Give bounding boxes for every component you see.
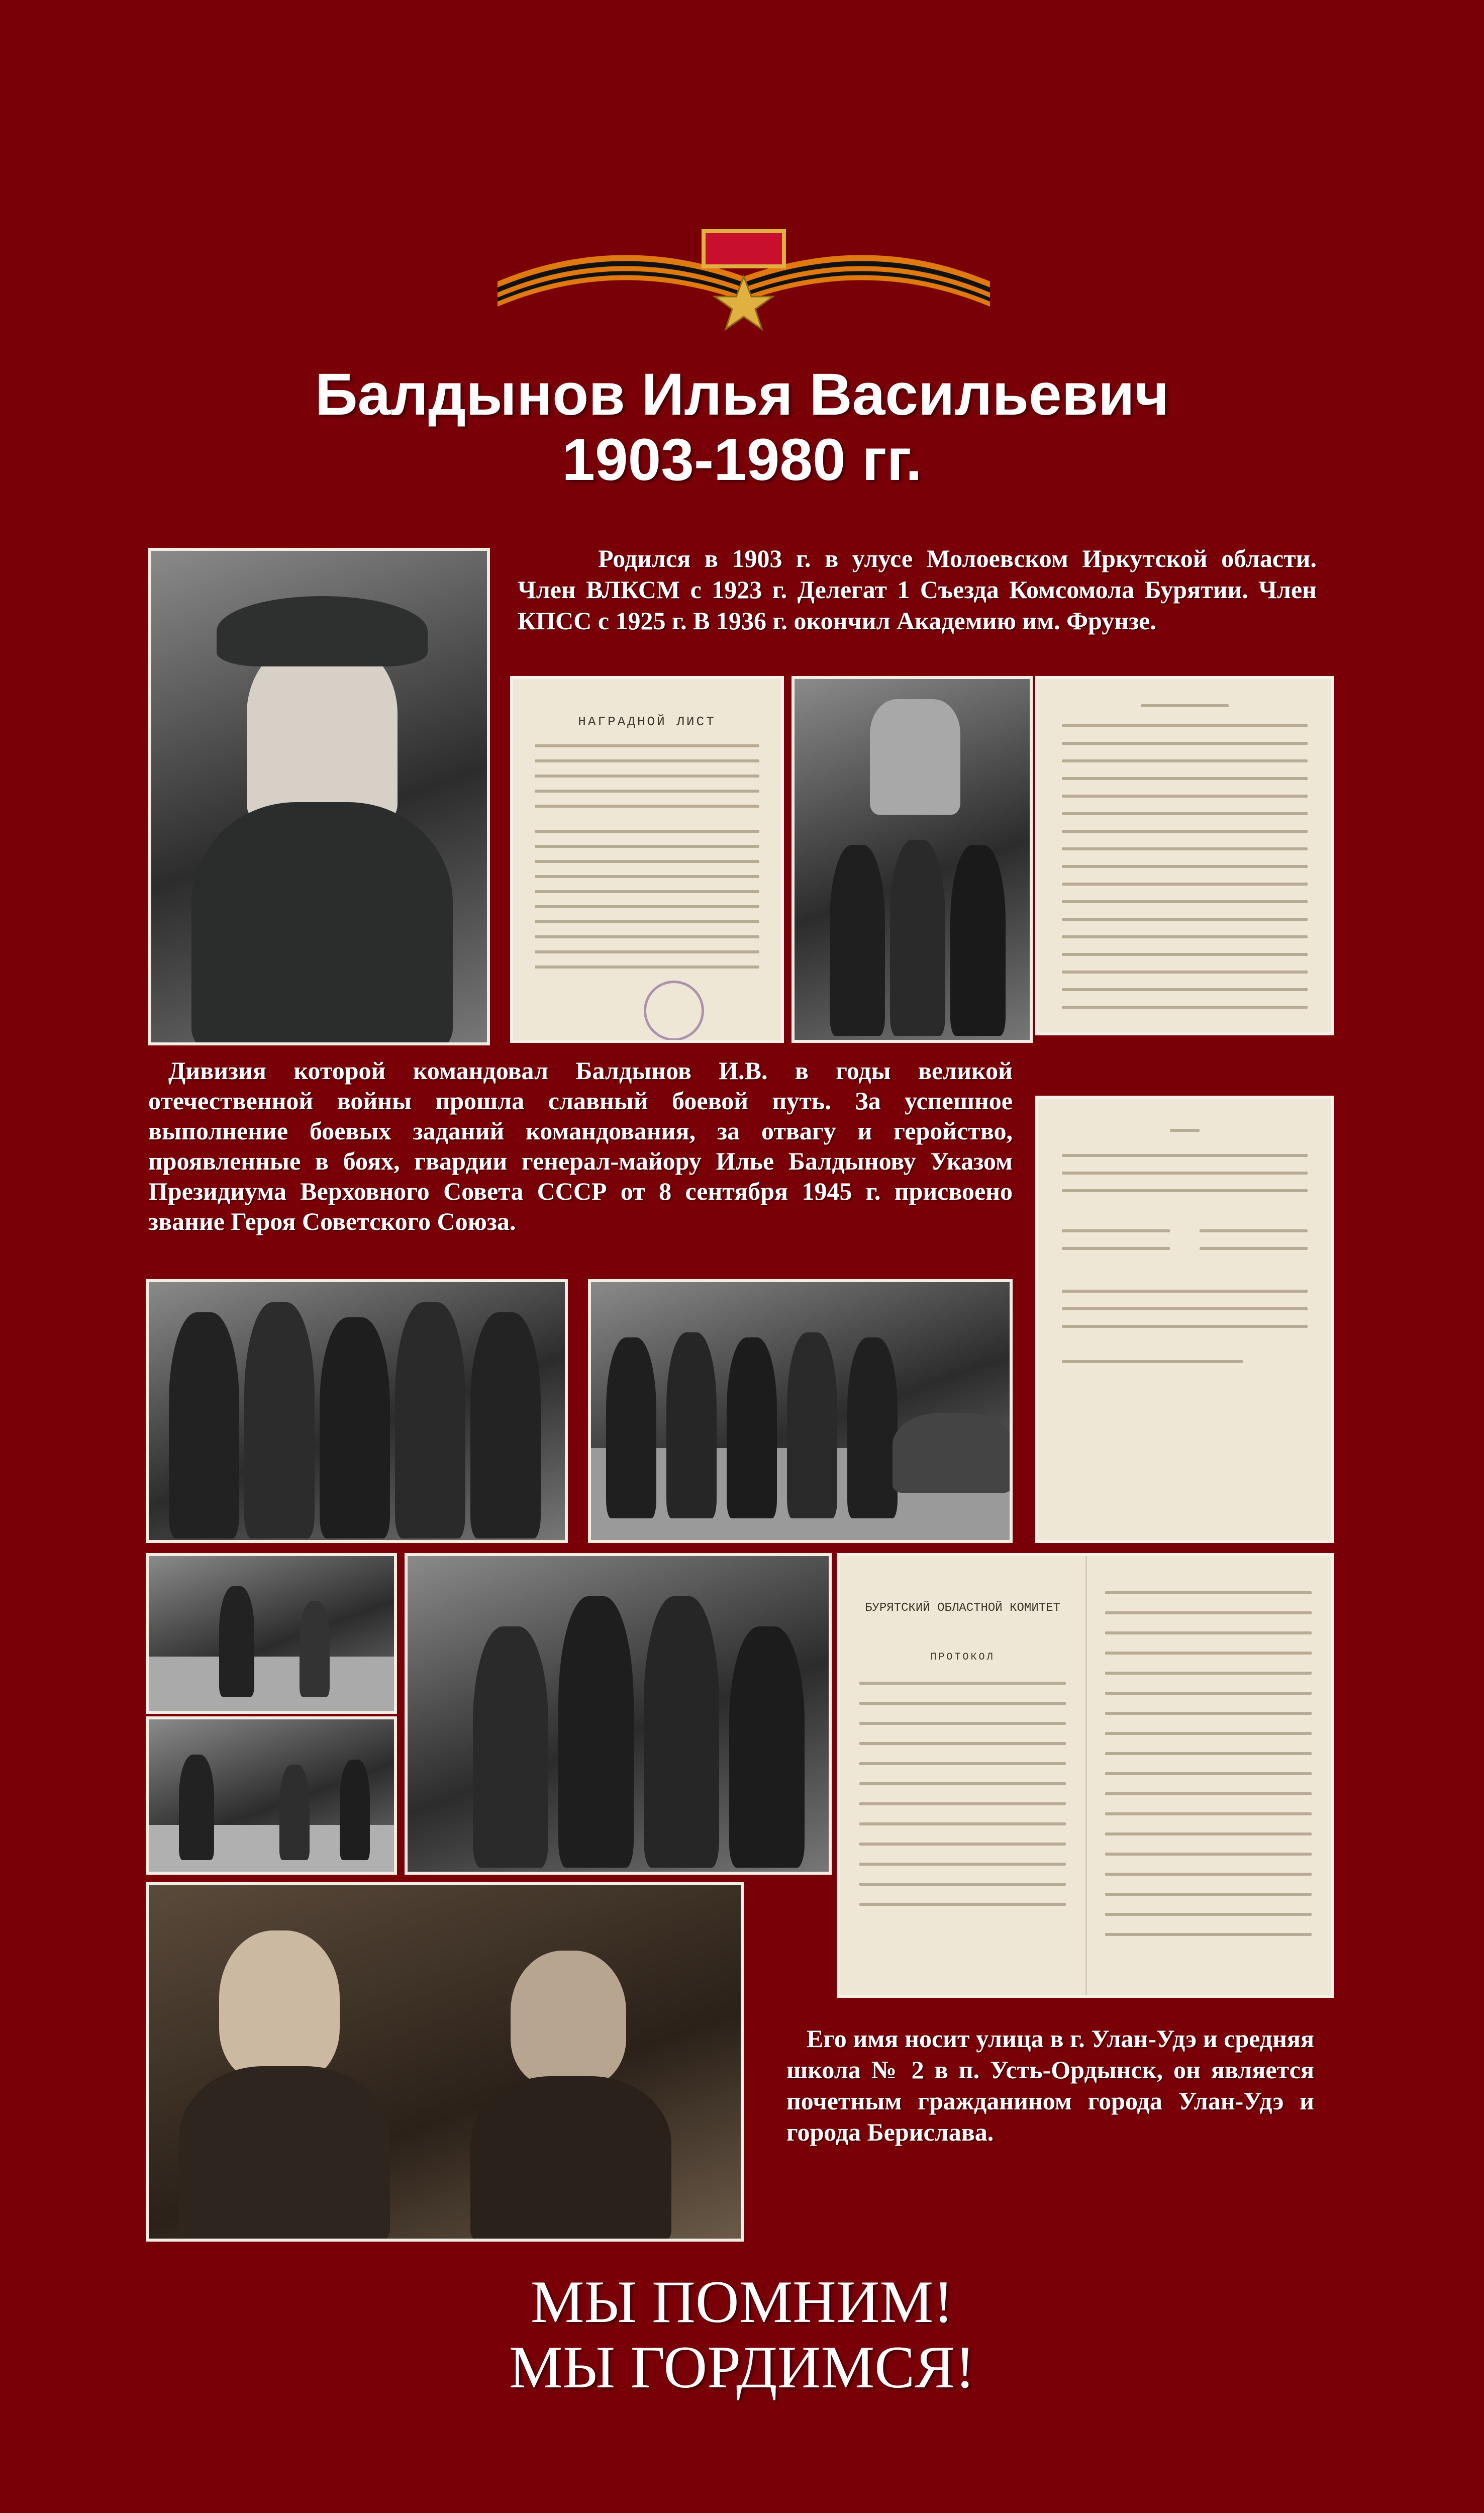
typed-document-2: [1035, 1096, 1334, 1543]
person-name: Балдынов Илья Васильевич: [315, 361, 1169, 428]
life-years: 1903-1980 гг.: [562, 427, 922, 493]
indoor-group-photo: [405, 1553, 832, 1875]
couple-photo: [146, 1882, 744, 2242]
slogan-remember: МЫ ПОМНИМ!: [530, 2268, 954, 2335]
protocol-document: [837, 1553, 1334, 1998]
protocol-title: ПРОТОКОЛ: [930, 1652, 995, 1663]
biography-division: Дивизия которой командовал Балдынов И.В. в годы великой отечественной войны прошла славный боевой путь. За успешное выполнение боевых заданий командования, за отвагу и геройство, проявленные в боях, гвардии генерал-майору Илье Балдынову Указом Президиума Верховного Совета СССР от 8 сентября 1945 г. присвоено звание Героя Советского Союза.: [148, 1056, 1013, 1235]
group-photo-three: [792, 676, 1033, 1043]
outdoor-group-photo: [588, 1279, 1013, 1543]
field-photo-ceremony: [146, 1716, 397, 1875]
field-photo-flag: [146, 1553, 397, 1714]
hero-star-ribbon-icon: [492, 221, 995, 342]
portrait-photo: [148, 548, 490, 1045]
slogan-proud: МЫ ГОРДИМСЯ!: [509, 2334, 975, 2400]
award-sheet-document: [510, 676, 784, 1043]
biography-legacy: Его имя носит улица в г. Улан-Удэ и средняя школа № 2 в п. Усть-Ордынск, он является почетным гражданином города Улан-Удэ и города Берислава.: [786, 2024, 1314, 2146]
seal-stamp: [644, 981, 704, 1041]
committee-title: БУРЯТСКИЙ ОБЛАСТНОЙ КОМИТЕТ: [865, 1601, 1060, 1615]
family-group-photo: [146, 1279, 568, 1543]
typed-document-1: [1035, 676, 1334, 1035]
biography-intro: Родился в 1903 г. в улусе Молоевском Иркутской области. Член ВЛКСМ с 1923 г. Делегат 1 Съезда Комсомола Бурятии. Член КПСС с 1925 г. В 1936 г. окончил Академию им. Фрунзе.: [518, 544, 1317, 635]
award-sheet-title: НАГРАДНОЙ ЛИСТ: [578, 714, 716, 729]
